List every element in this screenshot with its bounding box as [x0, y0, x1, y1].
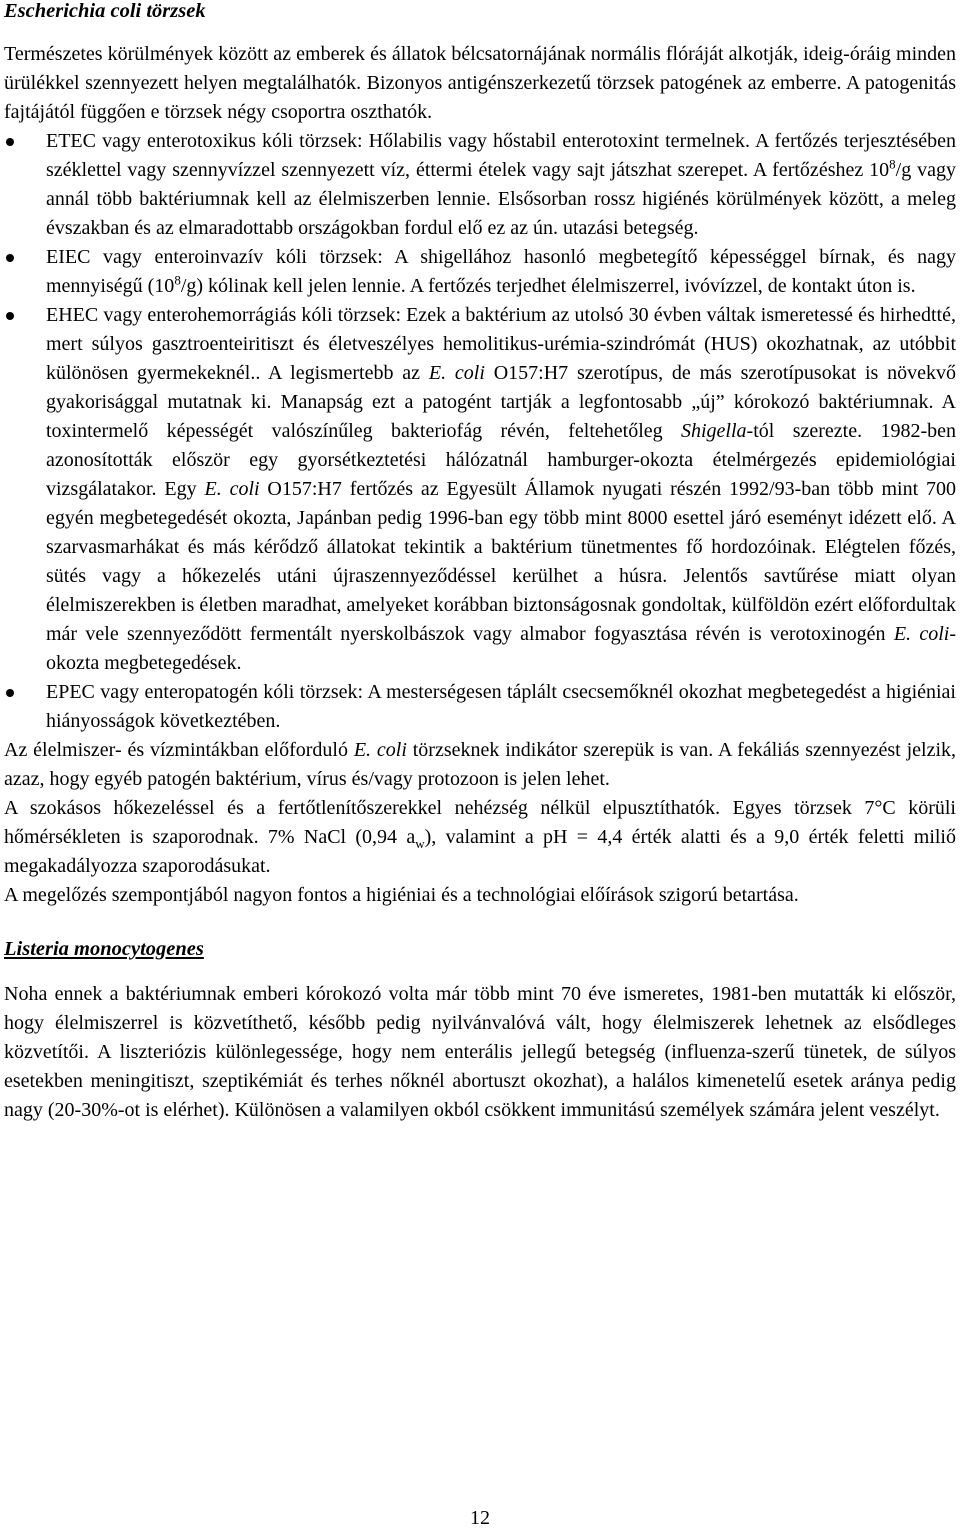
section-title-listeria: Listeria monocytogenes: [4, 938, 204, 960]
bullet-icon: [6, 689, 14, 697]
heat-subscript: w: [415, 836, 425, 851]
etec-text-b: /g vagy annál több baktériumnak kell az élelmiszerben lennie. Elsősorban rossz higiénés körülmények között, a meleg évszakban és az elmaradottabb országokban fordul elő ez az ún. utazási betegség.: [46, 159, 956, 239]
ehec-text-2: O157:H7 szerotípus, de más szerotípusokat is növekvő gyakorisággal mutatnak ki. Manapság ezt a patogént tartják a legfontosabb „új” kórokozó baktériumnak. A toxintermelő képességét valószínűleg bakteriofág révén, feltehetőleg: [46, 362, 956, 442]
ehec-text-4: O157:H7 fertőzés az Egyesült Államok nyugati részén 1992/93-ban több mint 700 egyén megbetegedését okozta, Japánban pedig 1996-ban egy több mint 8000 esettel járó eseményt idézett elő. A szarvasmarhákat és más kérődző állatokat tekintik a baktérium tünetmentes fő hordozóinak. Elégtelen főzés, sütés vagy a hőkezelés utáni újraszennyeződéssel kerülhet a húsra. Jelentős savtűrése miatt olyan élelmiszerekben is életben maradhat, amelyeket korábban biztonságosnak gondoltak, külföldön ezért előfordultak már vele szennyeződött fermentált nyerskolbászok vagy almabor fogyasztása révén is verotoxinogén: [46, 478, 956, 645]
bullet-icon: [6, 312, 14, 320]
eiec-text-b: /g) kólinak kell jelen lennie. A fertőzés terjedhet élelmiszerrel, ivóvízzel, de kontakt úton is.: [180, 275, 916, 297]
epec-paragraph: EPEC vagy enteropatogén kóli törzsek: A mesterségesen táplált csecsemőknél okozhat megbetegedést a higiéniai hiányosságok következtében.: [46, 681, 956, 732]
prevention-paragraph: A megelőzés szempontjából nagyon fontos a higiéniai és a technológiai előírások szigorú betartása.: [4, 884, 799, 906]
ehec-italic-4: E. coli-: [893, 623, 956, 645]
heat-text-a: A szokásos hőkezeléssel és a fertőtlenítőszerekkel nehézség nélkül elpusztíthatók. Egyes törzsek 7°C körüli hőmérsékleten is szaporodnak. 7% NaCl (0,94 a: [4, 797, 956, 848]
ehec-italic-1: E. coli: [428, 362, 485, 384]
document-page: [4, 0, 956, 1125]
bullet-icon: [6, 254, 14, 262]
listeria-paragraph: Noha ennek a baktériumnak emberi kórokozó volta már több mint 70 éve ismeretes, 1981-ben mutatták ki először, hogy élelmiszerrel is közvetíthető, később pedig nyilvánvalóvá vált, hogy élelmiszerek lehetnek az elsődleges közvetítői. A liszteriózis különlegessége, hogy nem enterális jellegű betegség (influenza-szerű tünetek, de súlyos esetekben meningitiszt, szeptikémiát és terhes nőknél abortuszt okozhat), a halálos kimenetelű esetek aránya pedig nagy (20-30%-ot is elérhet). Különösen a valamilyen okból csökkent immunitású személyek számára jelent veszélyt.: [4, 983, 956, 1121]
ehec-text-5: okozta megbetegedések.: [46, 652, 242, 674]
ehec-italic-2: Shigella: [681, 420, 747, 442]
ehec-text-1: EHEC vagy enterohemorrágiás kóli törzsek: Ezek a baktérium az utolsó 30 évben váltak ismeretessé és hirhedtté, mert súlyos gasztroenteiritiszt és életveszélyes hemolitikus-urémia-szindrómát (HUS) okozhatnak, az utóbbit különösen gyermekeknél.. A legismertebb az: [46, 304, 956, 384]
list-item-ehec: [4, 301, 956, 678]
indicator-text-a: Az élelmiszer- és vízmintákban előforduló: [4, 739, 354, 761]
etec-paragraph: [46, 127, 956, 243]
list-item-etec: [4, 127, 956, 243]
etec-text-a: ETEC vagy enterotoxikus kóli törzsek: Hőlabilis vagy hőstabil enterotoxint termelnek. A fertőzés terjesztésében széklettel vagy szennyvízzel szennyezett víz, éttermi ételek vagy sajt játszhat szerepet. A fertőzéshez 10: [46, 130, 956, 181]
ehec-italic-3: E. coli: [204, 478, 260, 500]
list-item-epec: [4, 678, 956, 736]
eiec-text-a: EIEC vagy enteroinvazív kóli törzsek: A shigellához hasonló megbetegítő képességgel bírnak, és nagy mennyiségű (10: [46, 246, 956, 297]
section-title-ecoli: Escherichia coli törzsek: [4, 0, 206, 22]
heat-text-b: ), valamint a pH = 4,4 érték alatti és a 9,0 érték feletti miliő megakadályozza szaporodásukat.: [4, 826, 956, 877]
list-item-eiec: [4, 243, 956, 301]
indicator-text-b: törzseknek indikátor szerepük is van. A fekáliás szennyezést jelzik, azaz, hogy egyéb patogén baktérium, vírus és/vagy protozoon is jelen lehet.: [4, 739, 956, 790]
ecoli-intro-paragraph: Természetes körülmények között az emberek és állatok bélcsatornájának normális flóráját alkotják, ideig-óráig minden ürülékkel szennyezett helyen megtalálhatók. Bizonyos antigénszerkezetű törzsek patogének az emberre. A patogenitás fajtájától függően e törzsek négy csoportra oszthatók.: [4, 43, 956, 123]
ehec-paragraph: [46, 301, 956, 678]
indicator-paragraph: [4, 736, 956, 794]
indicator-italic: E. coli: [353, 739, 407, 761]
ehec-text-3: -tól szerezte. 1982-ben azonosították először egy gyorsétkeztetési hálózatnál hamburger-okozta ételmérgezés epidemiológiai vizsgálatakor. Egy: [46, 420, 956, 500]
page-number: 12: [470, 1507, 490, 1529]
etec-exponent: 8: [889, 156, 896, 172]
ecoli-groups-list: [4, 127, 956, 736]
heat-paragraph: [4, 794, 956, 881]
bullet-icon: [6, 138, 14, 146]
eiec-exponent: 8: [174, 272, 181, 288]
eiec-paragraph: [46, 243, 956, 301]
